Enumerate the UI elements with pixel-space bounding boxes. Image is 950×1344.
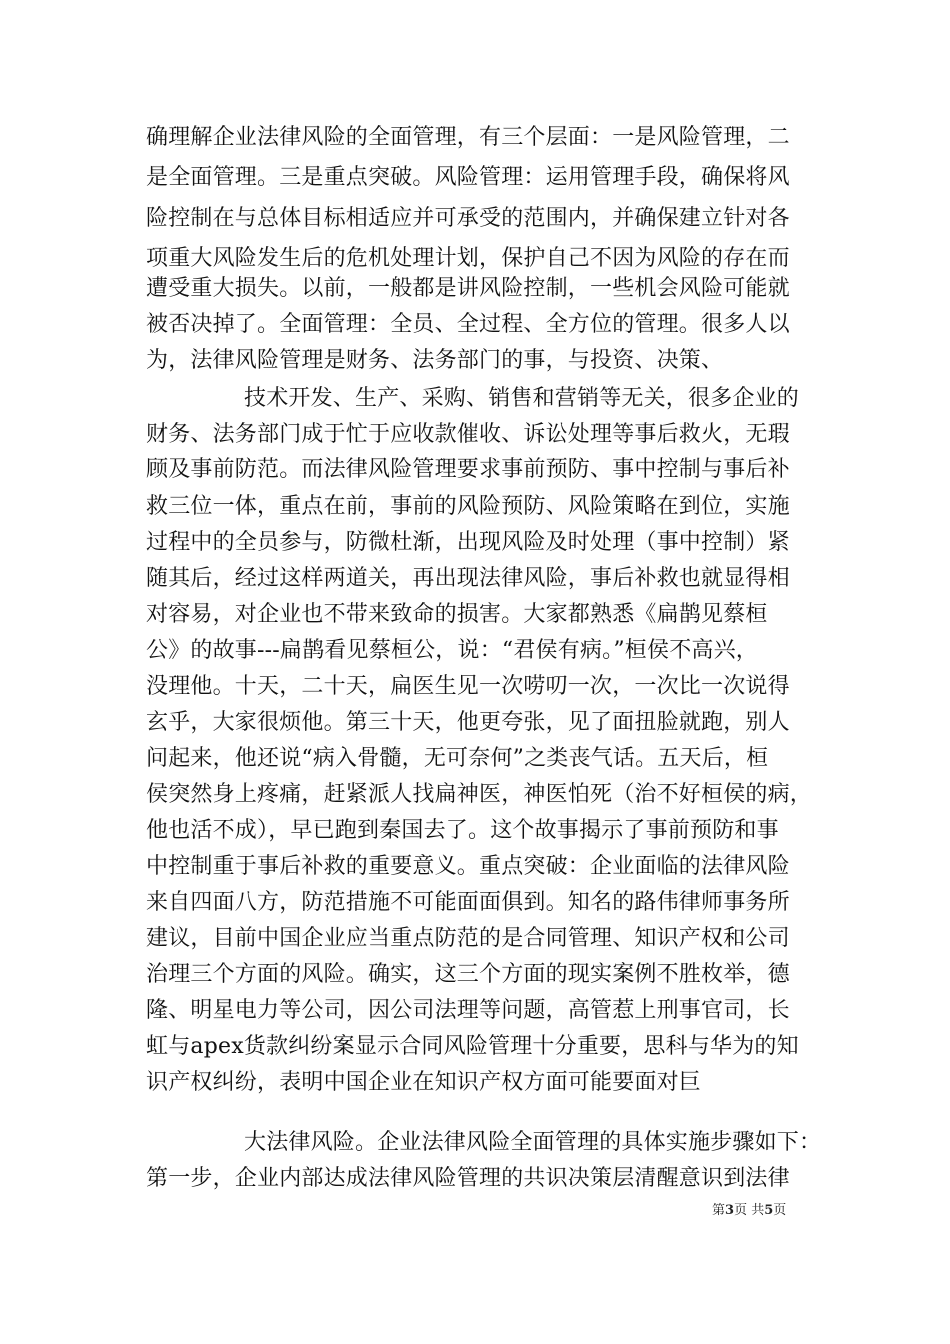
text-line: 确理解企业法律风险的全面管理，有三个层面：一是风险管理，二 <box>146 125 790 150</box>
text-line: 来自四面八方，防范措施不可能面面俱到。知名的路伟律师事务所 <box>146 890 790 915</box>
text-line: 大法律风险。企业法律风险全面管理的具体实施步骤如下： <box>244 1130 822 1155</box>
text-line: 技术开发、生产、采购、销售和营销等无关，很多企业的 <box>244 386 800 411</box>
text-line: 顾及事前防范。而法律风险管理要求事前预防、事中控制与事后补 <box>146 457 790 482</box>
text-line: 建议，目前中国企业应当重点防范的是合同管理、知识产权和公司 <box>146 926 790 951</box>
text-line: 没理他。十天，二十天，扁医生见一次唠叨一次，一次比一次说得 <box>146 674 790 699</box>
text-line: 随其后，经过这样两道关，再出现法律风险，事后补救也就显得相 <box>146 566 790 591</box>
total-pages-number: 5 <box>764 1203 774 1218</box>
text-line: 过程中的全员参与，防微杜渐，出现风险及时处理（事中控制）紧 <box>146 530 790 555</box>
text-line: 治理三个方面的风险。确实，这三个方面的现实案例不胜枚举，德 <box>146 962 790 987</box>
text-line: 被否决掉了。全面管理：全员、全过程、全方位的管理。很多人以 <box>146 312 790 337</box>
text-line: 对容易，对企业也不带来致命的损害。大家都熟悉《扁鹊见蔡桓 <box>146 602 768 627</box>
text-line: 虹与apex货款纠纷案显示合同风险管理十分重要，思科与华为的知 <box>146 1034 799 1059</box>
text-line: 为，法律风险管理是财务、法务部门的事，与投资、决策、 <box>146 348 724 373</box>
text-line: 中控制重于事后补救的重要意义。重点突破：企业面临的法律风险 <box>146 854 790 879</box>
footer-middle: 页 共 <box>734 1203 765 1218</box>
footer-suffix: 页 <box>773 1203 787 1218</box>
text-line: 项重大风险发生后的危机处理计划，保护自己不因为风险的存在而 <box>146 246 790 271</box>
text-line: 侯突然身上疼痛，赶紧派人找扁神医，神医怕死（治不好桓侯的病， <box>146 782 813 807</box>
page-number-footer <box>712 1202 812 1220</box>
footer-prefix: 第 <box>712 1203 726 1218</box>
text-line: 识产权纠纷，表明中国企业在知识产权方面可能要面对巨 <box>146 1070 702 1095</box>
text-line: 险控制在与总体目标相适应并可承受的范围内，并确保建立针对各 <box>146 206 790 231</box>
text-line: 财务、法务部门成于忙于应收款催收、诉讼处理等事后救火，无瑕 <box>146 422 790 447</box>
text-line: 问起来，他还说“病入骨髓，无可奈何”之类丧气话。五天后，桓 <box>146 746 769 771</box>
text-line: 玄乎，大家很烦他。第三十天，他更夸张，见了面扭脸就跑，别人 <box>146 710 790 735</box>
current-page-number: 3 <box>725 1203 735 1218</box>
text-line: 是全面管理。三是重点突破。风险管理：运用管理手段，确保将风 <box>146 165 790 190</box>
text-line: 遭受重大损失。以前，一般都是讲风险控制，一些机会风险可能就 <box>146 276 790 301</box>
text-line: 公》的故事---扁鹊看见蔡桓公，说：“君侯有病。”桓侯不高兴， <box>146 638 758 663</box>
text-line: 第一步，企业内部达成法律风险管理的共识决策层清醒意识到法律 <box>146 1166 790 1191</box>
text-line: 他也活不成），早已跑到秦国去了。这个故事揭示了事前预防和事 <box>146 818 779 843</box>
text-line: 隆、明星电力等公司，因公司法理等问题，高管惹上刑事官司，长 <box>146 998 790 1023</box>
text-line: 救三位一体，重点在前，事前的风险预防、风险策略在到位，实施 <box>146 494 790 519</box>
